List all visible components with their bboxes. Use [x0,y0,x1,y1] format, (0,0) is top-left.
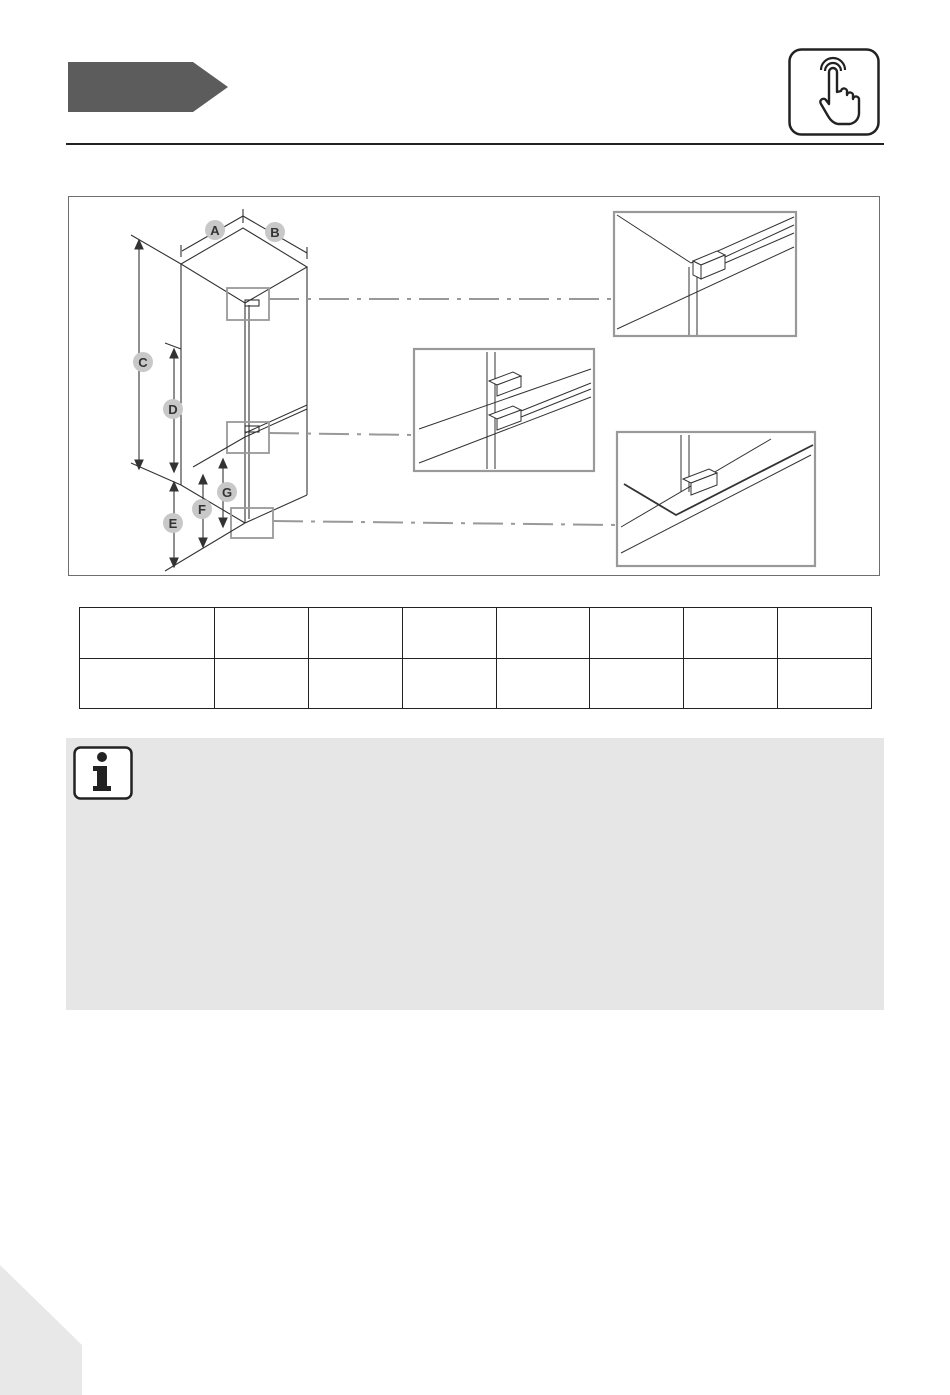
table-cell [590,608,684,659]
label-f: F [198,502,206,517]
table-cell [402,608,496,659]
detail-middle-hinge [414,349,594,471]
dimensions-table [79,607,872,709]
table-cell [778,658,872,709]
detail-bottom-hinge [617,432,815,566]
label-e: E [168,516,178,531]
section-tab [68,62,228,112]
page-corner [0,1255,90,1395]
info-box [66,738,884,1010]
installation-diagram [68,196,880,576]
table-row [80,608,872,659]
label-a: A [210,223,220,238]
label-b: B [270,225,280,240]
table-cell [590,658,684,709]
label-g: G [221,485,233,500]
table-cell [496,608,590,659]
table-cell [80,608,215,659]
table-row [80,658,872,709]
touch-hand-icon [788,48,880,136]
table-cell [308,608,402,659]
table-cell [402,658,496,709]
label-c: C [138,355,148,370]
table-cell [684,608,778,659]
table-cell [308,658,402,709]
table-cell [215,658,309,709]
label-d: D [168,402,178,417]
table-cell [80,658,215,709]
info-icon [73,746,133,800]
detail-top-hinge [614,212,796,336]
header-rule [66,143,884,145]
table-cell [684,658,778,709]
table-cell [778,608,872,659]
table-cell [496,658,590,709]
table-cell [215,608,309,659]
